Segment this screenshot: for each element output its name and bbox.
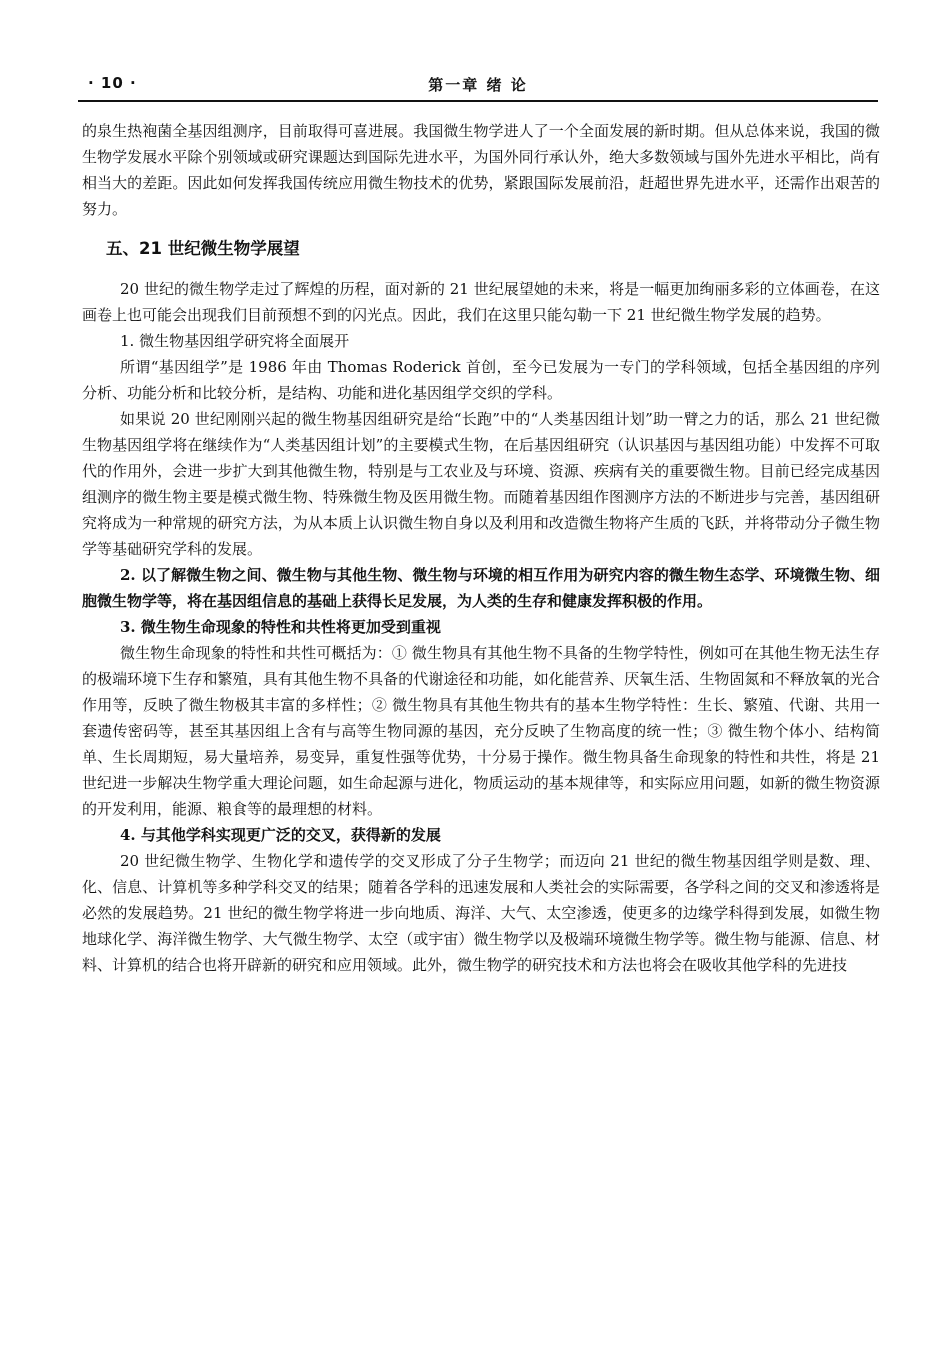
- subsection-heading: 1. 微生物基因组学研究将全面展开: [120, 332, 350, 350]
- subsection-heading: 3. 微生物生命现象的特性和共性将更加受到重视: [120, 618, 441, 636]
- page-number: · 10 ·: [88, 74, 137, 92]
- paragraph-continuation: 的泉生热袍菌全基因组测序，目前取得可喜进展。我国微生物学进人了一个全面发展的新时期。但从总体来说，我国的微生物学发展水平除个别领域或研究课题达到国际先进水平，为国外同行承认外，绝大多数领域与国外先进水平相比，尚有相当大的差距。因此如何发挥我国传统应用微生物技术的优势，紧跟国际发展前沿，赶超世界先进水平，还需作出艰苦的努力。: [82, 122, 880, 218]
- running-header: [78, 72, 878, 96]
- section-heading: 五、21 世纪微生物学展望: [106, 239, 300, 258]
- paragraph: 20 世纪的微生物学走过了辉煌的历程，面对新的 21 世纪展望她的未来，将是一幅更加绚丽多彩的立体画卷，在这画卷上也可能会出现我们目前预想不到的闪光点。因此，我们在这里只能勾勒一下 21 世纪微生物学发展的趋势。: [82, 280, 880, 324]
- body-text: [82, 118, 880, 978]
- paragraph: 所谓“基因组学”是 1986 年由 Thomas Roderick 首创，至今已发展为一专门的学科领域，包括全基因组的序列分析、功能分析和比较分析，是结构、功能和进化基因组学交织的学科。: [82, 358, 880, 402]
- subsection-heading: 4. 与其他学科实现更广泛的交叉，获得新的发展: [120, 826, 441, 844]
- subsection-paragraph: 2. 以了解微生物之间、微生物与其他生物、微生物与环境的相互作用为研究内容的微生物生态学、环境微生物、细胞微生物学等，将在基因组信息的基础上获得长足发展，为人类的生存和健康发挥积极的作用。: [82, 566, 880, 610]
- header-rule: [78, 100, 878, 102]
- paragraph: 20 世纪微生物学、生物化学和遗传学的交叉形成了分子生物学；而迈向 21 世纪的微生物基因组学则是数、理、化、信息、计算机等多种学科交叉的结果；随着各学科的迅速发展和人类社会的实际需要，各学科之间的交叉和渗透将是必然的发展趋势。21 世纪的微生物学将进一步向地质、海洋、大气、太空渗透，使更多的边缘学科得到发展，如微生物地球化学、海洋微生物学、大气微生物学、太空（或宇宙）微生物学以及极端环境微生物学等。微生物与能源、信息、材料、计算机的结合也将开辟新的研究和应用领域。此外，微生物学的研究技术和方法也将会在吸收其他学科的先进技: [82, 852, 880, 974]
- chapter-title: 第一章 绪 论: [428, 76, 528, 94]
- paragraph: 如果说 20 世纪刚刚兴起的微生物基因组研究是给“长跑”中的“人类基因组计划”助一臂之力的话，那么 21 世纪微生物基因组学将在继续作为“人类基因组计划”的主要模式生物，在后基因组研究（认识基因与基因组功能）中发挥不可取代的作用外，会进一步扩大到其他微生物，特别是与工农业及与环境、资源、疾病有关的重要微生物。目前已经完成基因组测序的微生物主要是模式微生物、特殊微生物及医用微生物。而随着基因组作图测序方法的不断进步与完善，基因组研究将成为一种常规的研究方法，为从本质上认识微生物自身以及利用和改造微生物将产生质的飞跃，并将带动分子微生物学等基础研究学科的发展。: [82, 410, 880, 558]
- paragraph: 微生物生命现象的特性和共性可概括为：① 微生物具有其他生物不具备的生物学特性，例如可在其他生物无法生存的极端环境下生存和繁殖，具有其他生物不具备的代谢途径和功能，如化能营养、厌氧生活、生物固氮和不释放氧的光合作用等，反映了微生物极其丰富的多样性；② 微生物具有其他生物共有的基本生物学特性：生长、繁殖、代谢、共用一套遗传密码等，甚至其基因组上含有与高等生物同源的基因，充分反映了生物高度的统一性；③ 微生物个体小、结构简单、生长周期短，易大量培养，易变异，重复性强等优势，十分易于操作。微生物具备生命现象的特性和共性，将是 21 世纪进一步解决生物学重大理论问题，如生命起源与进化，物质运动的基本规律等，和实际应用问题，如新的微生物资源的开发利用，能源、粮食等的最理想的材料。: [82, 644, 880, 818]
